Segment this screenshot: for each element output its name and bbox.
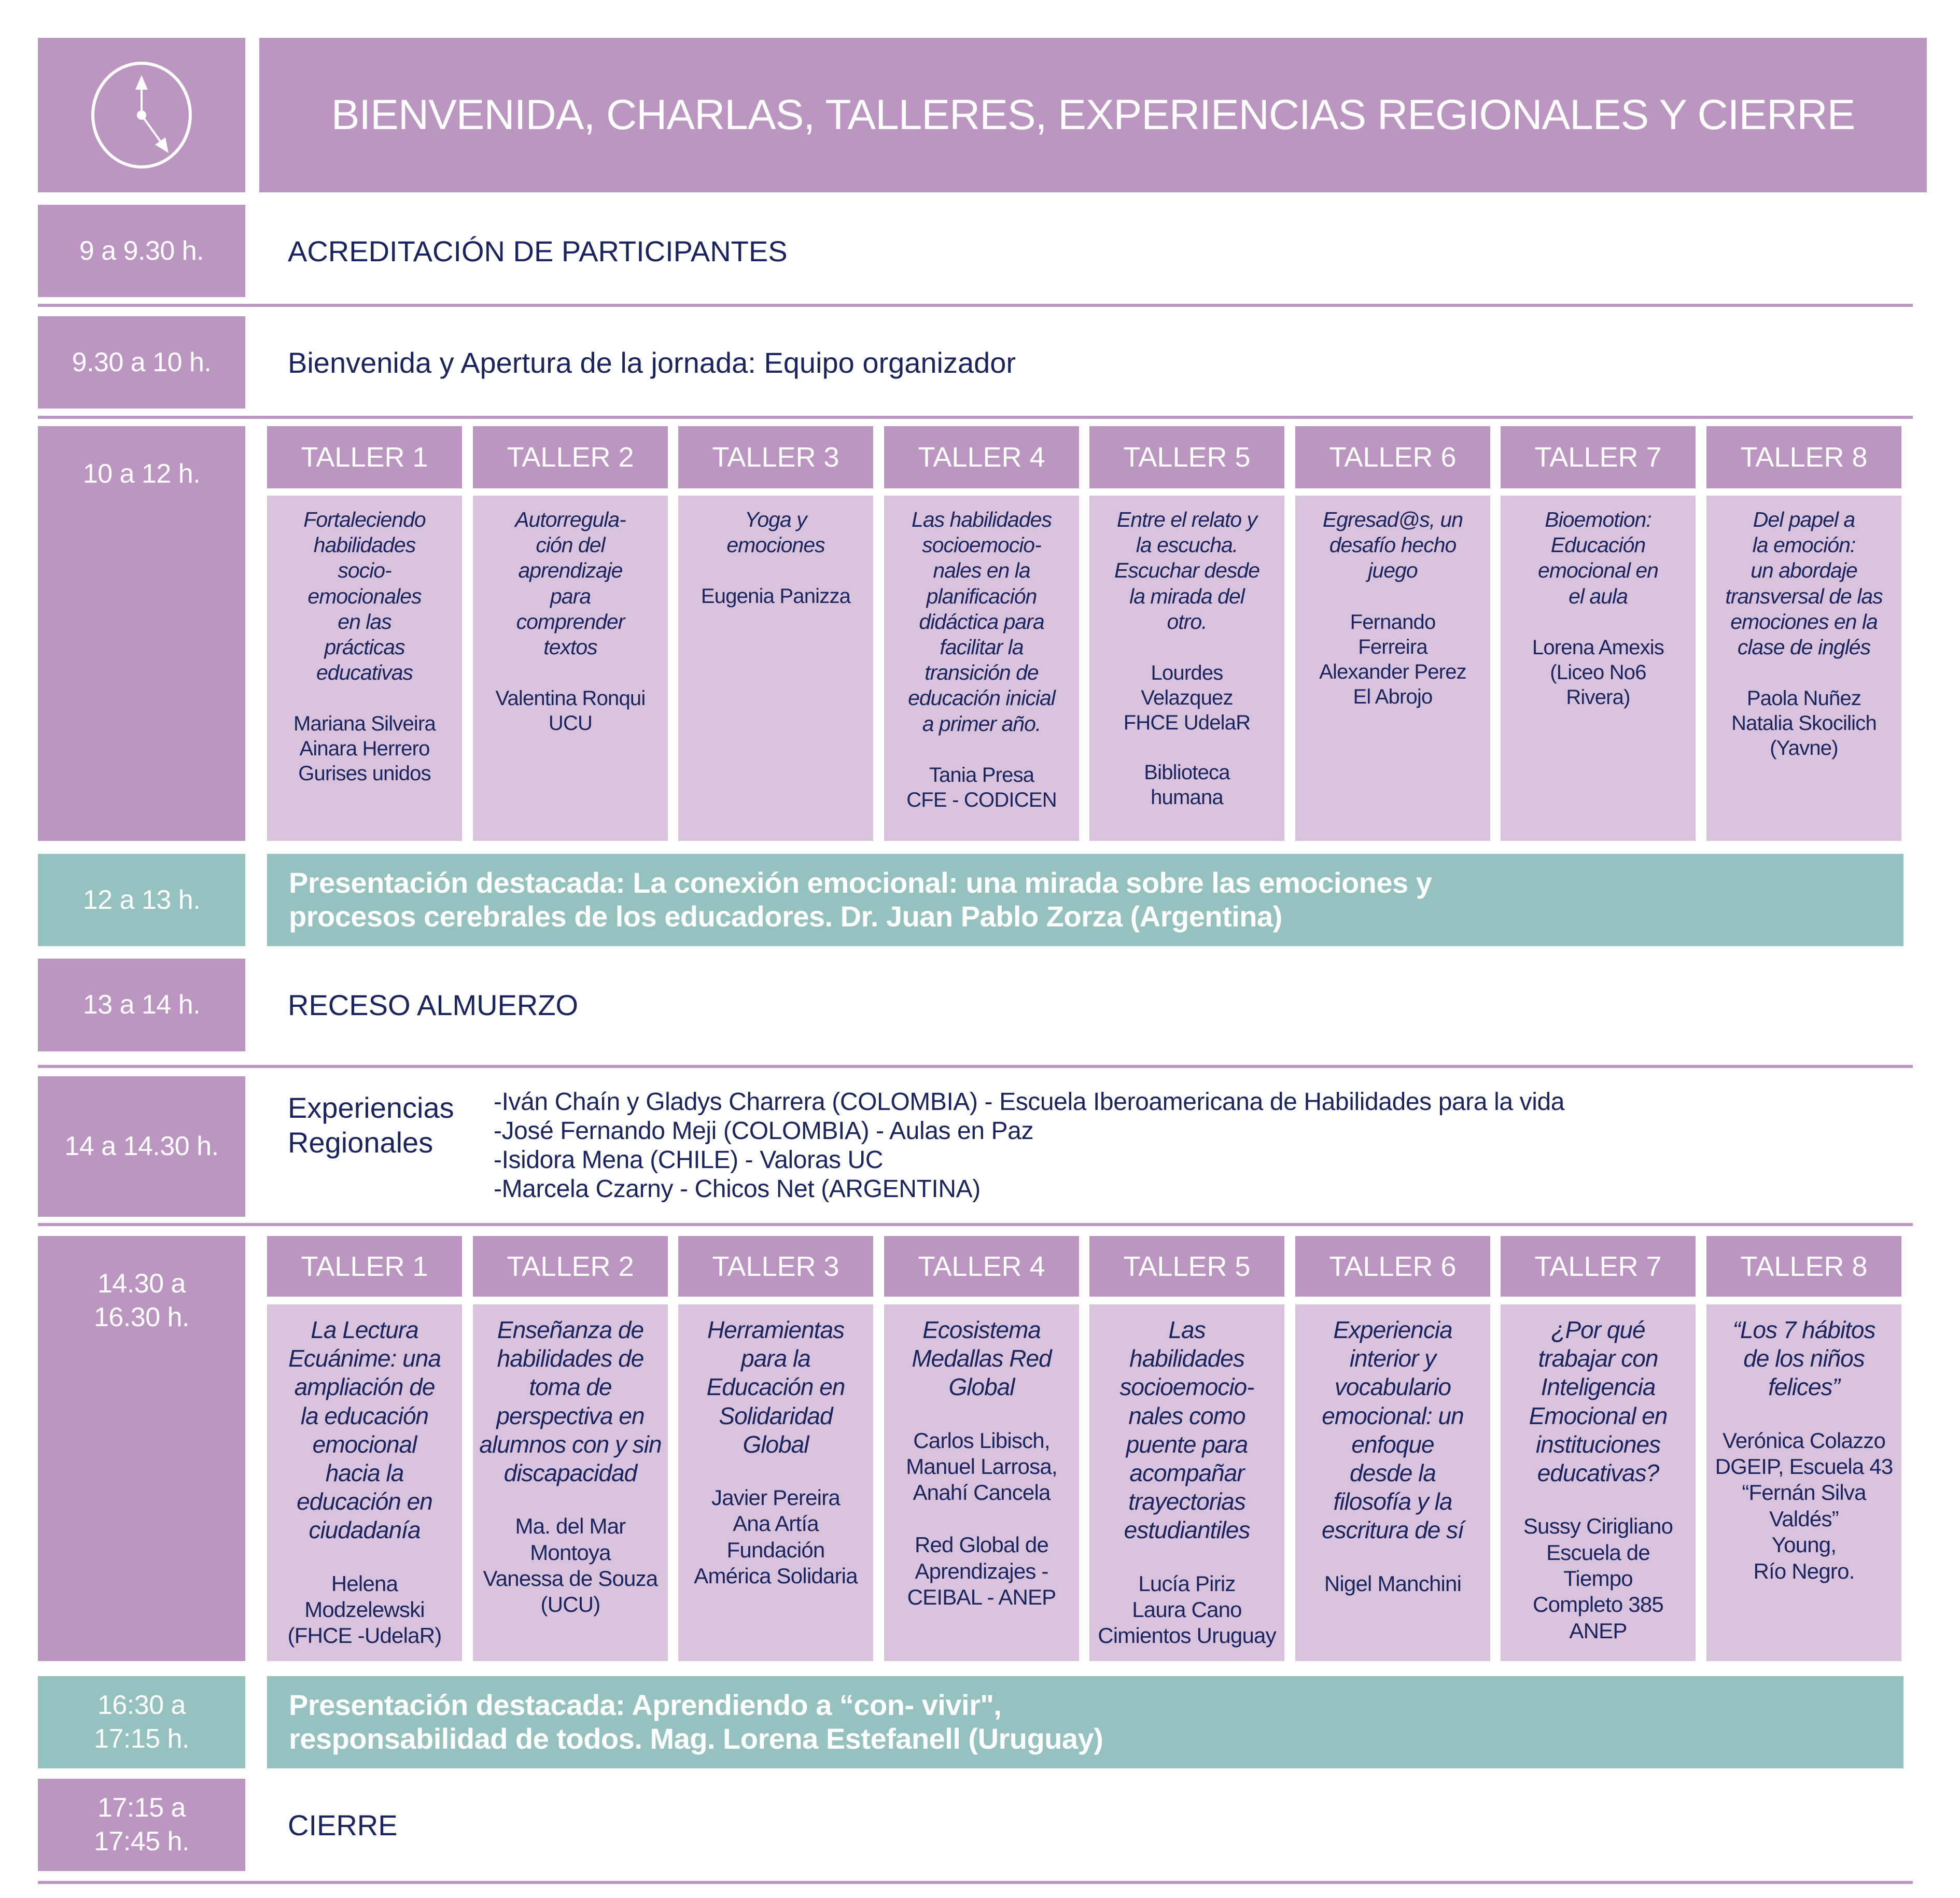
taller-presenters: Carlos Libisch, Manuel Larrosa, Anahí Cancela Red Global de Aprendizajes - CEIBAL - ANEP [906,1428,1057,1609]
time-slot: 14.30 a 16.30 h. [38,1236,245,1661]
taller-presenters: Ma. del Mar Montoya Vanessa de Souza (UCU) [483,1514,658,1617]
taller-presenters: Lorena Amexis (Liceo No6 Rivera) [1532,636,1664,709]
row-divider [38,304,1913,307]
taller-header: TALLER 5 [1089,426,1284,488]
event-acreditacion: ACREDITACIÓN DE PARTICIPANTES [288,234,788,268]
time-slot: 13 a 14 h. [38,959,245,1051]
taller-card [473,496,668,841]
taller-presenters: Mariana Silveira Ainara Herrero Gurises unidos [293,712,436,785]
taller-card [1089,496,1284,841]
taller-header: TALLER 6 [1295,426,1490,488]
taller-title: Experiencia interior y vocabulario emocional: un enfoque desde la filosofía y la escritura de sí [1322,1316,1464,1544]
event-receso: RECESO ALMUERZO [288,989,579,1021]
taller-card [1295,1304,1490,1661]
featured-presentation-2: Presentación destacada: Aprendiendo a “con- vivir", responsabilidad de todos. Mag. Lorena Estefanell (Uruguay) [267,1676,1903,1768]
taller-title: Egresad@s, un desafío hecho juego [1322,508,1463,583]
taller-presenters: Javier Pereira Ana Artía Fundación América Solidaria [694,1485,858,1588]
list-item: -Isidora Mena (CHILE) - Valoras UC [494,1146,884,1174]
taller-title: ¿Por qué trabajar con Inteligencia Emocional en instituciones educativas? [1529,1316,1668,1486]
taller-header: TALLER 4 [884,1236,1079,1297]
row-divider [38,416,1913,419]
row-divider [38,1065,1913,1068]
experiencias-list [494,1088,1894,1204]
taller-title: Fortaleciendo habilidades socio- emocionales en las prácticas educativas [303,508,426,685]
taller-title: Autorregula- ción del aprendizaje para comprender textos [515,508,626,659]
experiencias-label: Experiencias Regionales [288,1091,454,1159]
taller-title: Las habilidades socioemocio- nales como puente para acompañar trayectorias estudiantiles [1119,1316,1254,1544]
taller-presenters: Nigel Manchini [1324,1571,1462,1596]
time-slot: 17:15 a 17:45 h. [38,1779,245,1871]
taller-title: Las habilidades socioemocio- nales en la planificación didáctica para facilitar la transición de educación inicial a primer año. [908,508,1055,736]
taller-card [473,1304,668,1661]
taller-card [1501,496,1696,841]
taller-presenters: Verónica Colazzo DGEIP, Escuela 43 “Fernán Silva Valdés” Young, Río Negro. [1715,1428,1893,1583]
row-divider [38,1881,1913,1884]
taller-header: TALLER 6 [1295,1236,1490,1297]
row-divider [38,1223,1913,1226]
taller-header: TALLER 1 [267,1236,462,1297]
page-title: BIENVENIDA, CHARLAS, TALLERES, EXPERIENCIAS REGIONALES Y CIERRE [259,38,1927,192]
taller-header: TALLER 5 [1089,1236,1284,1297]
taller-header: TALLER 3 [678,1236,873,1297]
time-slot: 12 a 13 h. [38,854,245,946]
taller-presenters: Tania Presa CFE - CODICEN [906,763,1057,811]
taller-card [884,496,1079,841]
featured-presentation-1: Presentación destacada: La conexión emocional: una mirada sobre las emociones y procesos cerebrales de los educadores. Dr. Juan Pablo Zorza (Argentina) [267,854,1903,946]
list-item: -Iván Chaín y Gladys Charrera (COLOMBIA) - Escuela Iberoamericana de Habilidades para la vida [494,1088,1565,1116]
taller-card [267,496,462,841]
taller-header: TALLER 7 [1501,1236,1696,1297]
taller-presenters: Lucía Piriz Laura Cano Cimientos Uruguay [1098,1571,1276,1648]
clock-icon [90,61,193,170]
list-item: -José Fernando Meji (COLOMBIA) - Aulas en Paz [494,1117,1034,1145]
taller-card [1295,496,1490,841]
taller-header: TALLER 7 [1501,426,1696,488]
taller-header: TALLER 3 [678,426,873,488]
taller-card [884,1304,1079,1661]
taller-header: TALLER 2 [473,1236,668,1297]
taller-presenters: Helena Modzelewski (FHCE -UdelaR) [287,1571,442,1648]
taller-title: Del papel a la emoción: un abordaje transversal de las emociones en la clase de inglés [1725,508,1883,659]
taller-title: “Los 7 hábitos de los niños felices” [1732,1316,1875,1401]
taller-title: Herramientas para la Educación en Solidaridad Global [706,1316,845,1458]
taller-card [267,1304,462,1661]
taller-header: TALLER 8 [1706,426,1901,488]
taller-card [678,496,873,841]
event-cierre: CIERRE [288,1808,398,1841]
taller-card [1706,496,1901,841]
taller-title: Ecosistema Medallas Red Global [912,1316,1052,1401]
time-slot: 14 a 14.30 h. [38,1076,245,1217]
taller-presenters: Sussy Cirigliano Escuela de Tiempo Completo 385 ANEP [1523,1514,1673,1643]
taller-header: TALLER 1 [267,426,462,488]
taller-presenters: Eugenia Panizza [701,585,851,608]
time-slot: 9.30 a 10 h. [38,316,245,409]
event-bienvenida: Bienvenida y Apertura de la jornada: Equipo organizador [288,346,1016,379]
time-slot: 16:30 a 17:15 h. [38,1676,245,1768]
taller-card [1501,1304,1696,1661]
taller-presenters: Paola Nuñez Natalia Skocilich (Yavne) [1731,687,1877,760]
taller-title: Enseñanza de habilidades de toma de perspectiva en alumnos con y sin discapacidad [479,1316,662,1486]
taller-title: Bioemotion: Educación emocional en el aula [1538,508,1658,608]
clock-icon-box [38,38,245,192]
taller-header: TALLER 2 [473,426,668,488]
taller-title: Entre el relato y la escucha. Escuchar desde la mirada del otro. [1114,508,1259,634]
taller-card [1089,1304,1284,1661]
taller-title: Yoga y emociones [726,508,825,557]
taller-header: TALLER 4 [884,426,1079,488]
taller-header: TALLER 8 [1706,1236,1901,1297]
taller-presenters: Lourdes Velazquez FHCE UdelaR Biblioteca humana [1123,661,1251,809]
taller-presenters: Valentina Ronqui UCU [495,687,646,735]
taller-presenters: Fernando Ferreira Alexander Perez El Abrojo [1319,610,1466,708]
taller-title: La Lectura Ecuánime: una ampliación de la educación emocional hacia la educación en ciudadanía [288,1316,441,1544]
time-slot: 10 a 12 h. [38,426,245,841]
list-item: -Marcela Czarny - Chicos Net (ARGENTINA) [494,1175,981,1203]
taller-card [1706,1304,1901,1661]
time-slot: 9 a 9.30 h. [38,205,245,297]
taller-card [678,1304,873,1661]
